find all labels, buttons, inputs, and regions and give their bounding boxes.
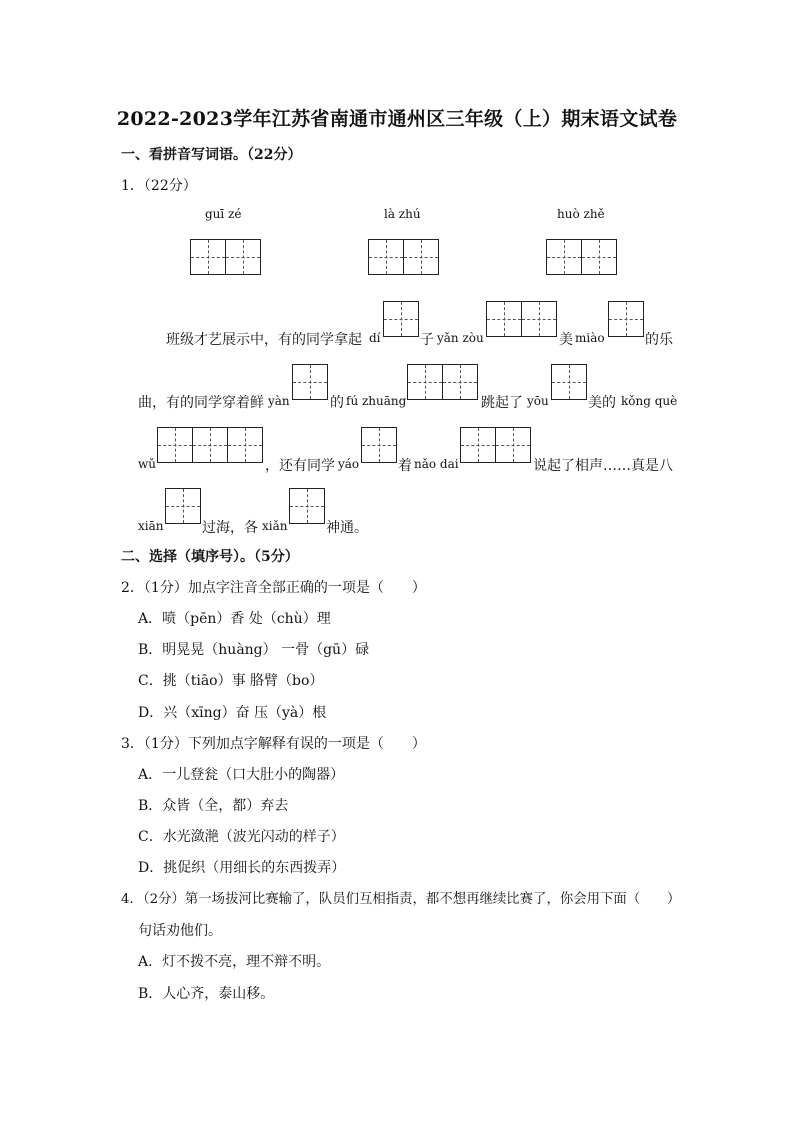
answer-grid-naodai[interactable]	[460, 427, 531, 463]
answer-grid-xian2[interactable]	[289, 488, 325, 524]
section1-heading: 一、看拼音写词语。（22分）	[121, 147, 302, 163]
q3-option-b: B．众皆（全，都）弃去	[138, 798, 289, 814]
tianzige-cell[interactable]	[383, 301, 419, 337]
passage-pinyin: kǒng què	[621, 394, 678, 408]
passage-text: 过海，各	[202, 520, 258, 536]
q4-option-a: A．灯不拨不亮，理不辩不明。	[138, 954, 331, 970]
tianzige-cell[interactable]	[157, 427, 193, 463]
tianzige-cell[interactable]	[361, 427, 397, 463]
passage-text: 美的	[588, 395, 616, 411]
passage-text: ，还有同学	[265, 458, 335, 474]
passage-text: 跳起了	[481, 395, 523, 411]
passage-text: 子	[420, 332, 434, 348]
q2-option-b: B．明晃晃（huàng） 一骨（gū）碌	[138, 642, 370, 658]
tianzige-cell[interactable]	[192, 427, 228, 463]
q3-option-d: D．挑促织（用细长的东西拨弄）	[138, 860, 346, 876]
tianzige-cell[interactable]	[551, 364, 587, 400]
answer-grid-huozhe[interactable]	[546, 239, 617, 275]
passage-pinyin: xiǎn	[262, 519, 288, 533]
answer-grid-lazhu[interactable]	[368, 239, 439, 275]
q2-option-c: C．挑（tiāo）事 胳臂（bo）	[138, 673, 324, 689]
answer-grid-wu[interactable]	[157, 427, 263, 463]
tianzige-cell[interactable]	[546, 239, 582, 275]
question4-stem-line2: 句话劝他们。	[138, 923, 222, 939]
question1-label: 1．（22分）	[121, 178, 197, 194]
tianzige-cell[interactable]	[608, 301, 644, 337]
answer-grid-miao[interactable]	[608, 301, 644, 337]
tianzige-cell[interactable]	[486, 301, 522, 337]
passage-text: 美	[559, 332, 573, 348]
q2-option-a: A．喷（pēn）香 处（chù）理	[138, 611, 331, 627]
passage-text: 着	[398, 458, 412, 474]
tianzige-cell[interactable]	[227, 427, 263, 463]
passage-text: 神通。	[326, 520, 368, 536]
tianzige-cell[interactable]	[403, 239, 439, 275]
passage-pinyin: fú zhuāng	[346, 394, 407, 408]
tianzige-cell[interactable]	[495, 427, 531, 463]
passage-pinyin: yǎn zòu	[437, 331, 484, 345]
tianzige-cell[interactable]	[225, 239, 261, 275]
passage-pinyin: yàn	[268, 394, 290, 408]
tianzige-cell[interactable]	[460, 427, 496, 463]
passage-text: 说起了相声……真是八	[533, 458, 673, 474]
tianzige-cell[interactable]	[368, 239, 404, 275]
q3-option-a: A．一儿登瓮（口大肚小的陶器）	[138, 767, 345, 783]
q2-option-d: D．兴（xīng）奋 压（yà）根	[138, 705, 327, 721]
tianzige-cell[interactable]	[165, 488, 201, 524]
answer-grid-yao[interactable]	[361, 427, 397, 463]
passage-pinyin: dí	[369, 331, 381, 345]
passage-pinyin: yōu	[527, 394, 549, 408]
passage-text: 的乐	[645, 332, 673, 348]
question3-stem: 3．（1分）下列加点字解释有误的一项是（ ）	[121, 736, 426, 752]
pinyin-huozhe: huò zhě	[557, 207, 605, 221]
passage-pinyin: wǔ	[138, 457, 156, 471]
tianzige-cell[interactable]	[442, 364, 478, 400]
answer-grid-di[interactable]	[383, 301, 419, 337]
tianzige-cell[interactable]	[289, 488, 325, 524]
answer-grid-guize[interactable]	[190, 239, 261, 275]
passage-pinyin: nǎo dai	[414, 457, 459, 471]
section2-heading: 二、选择（填序号）。（5分）	[121, 549, 299, 565]
answer-grid-yanzou[interactable]	[486, 301, 557, 337]
passage-pinyin: yáo	[338, 457, 360, 471]
pinyin-guize: guī zé	[205, 207, 242, 221]
q4-option-b: B．人心齐，泰山移。	[138, 986, 275, 1002]
page-title: 2022-2023学年江苏省南通市通州区三年级（上）期末语文试卷	[116, 108, 678, 130]
passage-text: 的	[330, 395, 344, 411]
answer-grid-yan[interactable]	[292, 364, 328, 400]
passage-pinyin: miào	[575, 331, 605, 345]
tianzige-cell[interactable]	[581, 239, 617, 275]
answer-grid-fuzhuang[interactable]	[407, 364, 478, 400]
answer-grid-xian1[interactable]	[165, 488, 201, 524]
tianzige-cell[interactable]	[521, 301, 557, 337]
question2-stem: 2．（1分）加点字注音全部正确的一项是（ ）	[121, 580, 426, 596]
passage-text: 班级才艺展示中，有的同学拿起	[166, 332, 362, 348]
question4-stem-line1: 4．（2分）第一场拔河比赛输了，队员们互相指责，都不想再继续比赛了，你会用下面（ ）	[121, 892, 681, 907]
tianzige-cell[interactable]	[292, 364, 328, 400]
q3-option-c: C．水光潋滟（波光闪动的样子）	[138, 829, 345, 845]
passage-pinyin: xiān	[138, 519, 164, 533]
tianzige-cell[interactable]	[190, 239, 226, 275]
answer-grid-you[interactable]	[551, 364, 587, 400]
tianzige-cell[interactable]	[407, 364, 443, 400]
passage-text: 曲，有的同学穿着鲜	[138, 395, 264, 411]
pinyin-lazhu: là zhú	[384, 207, 421, 221]
